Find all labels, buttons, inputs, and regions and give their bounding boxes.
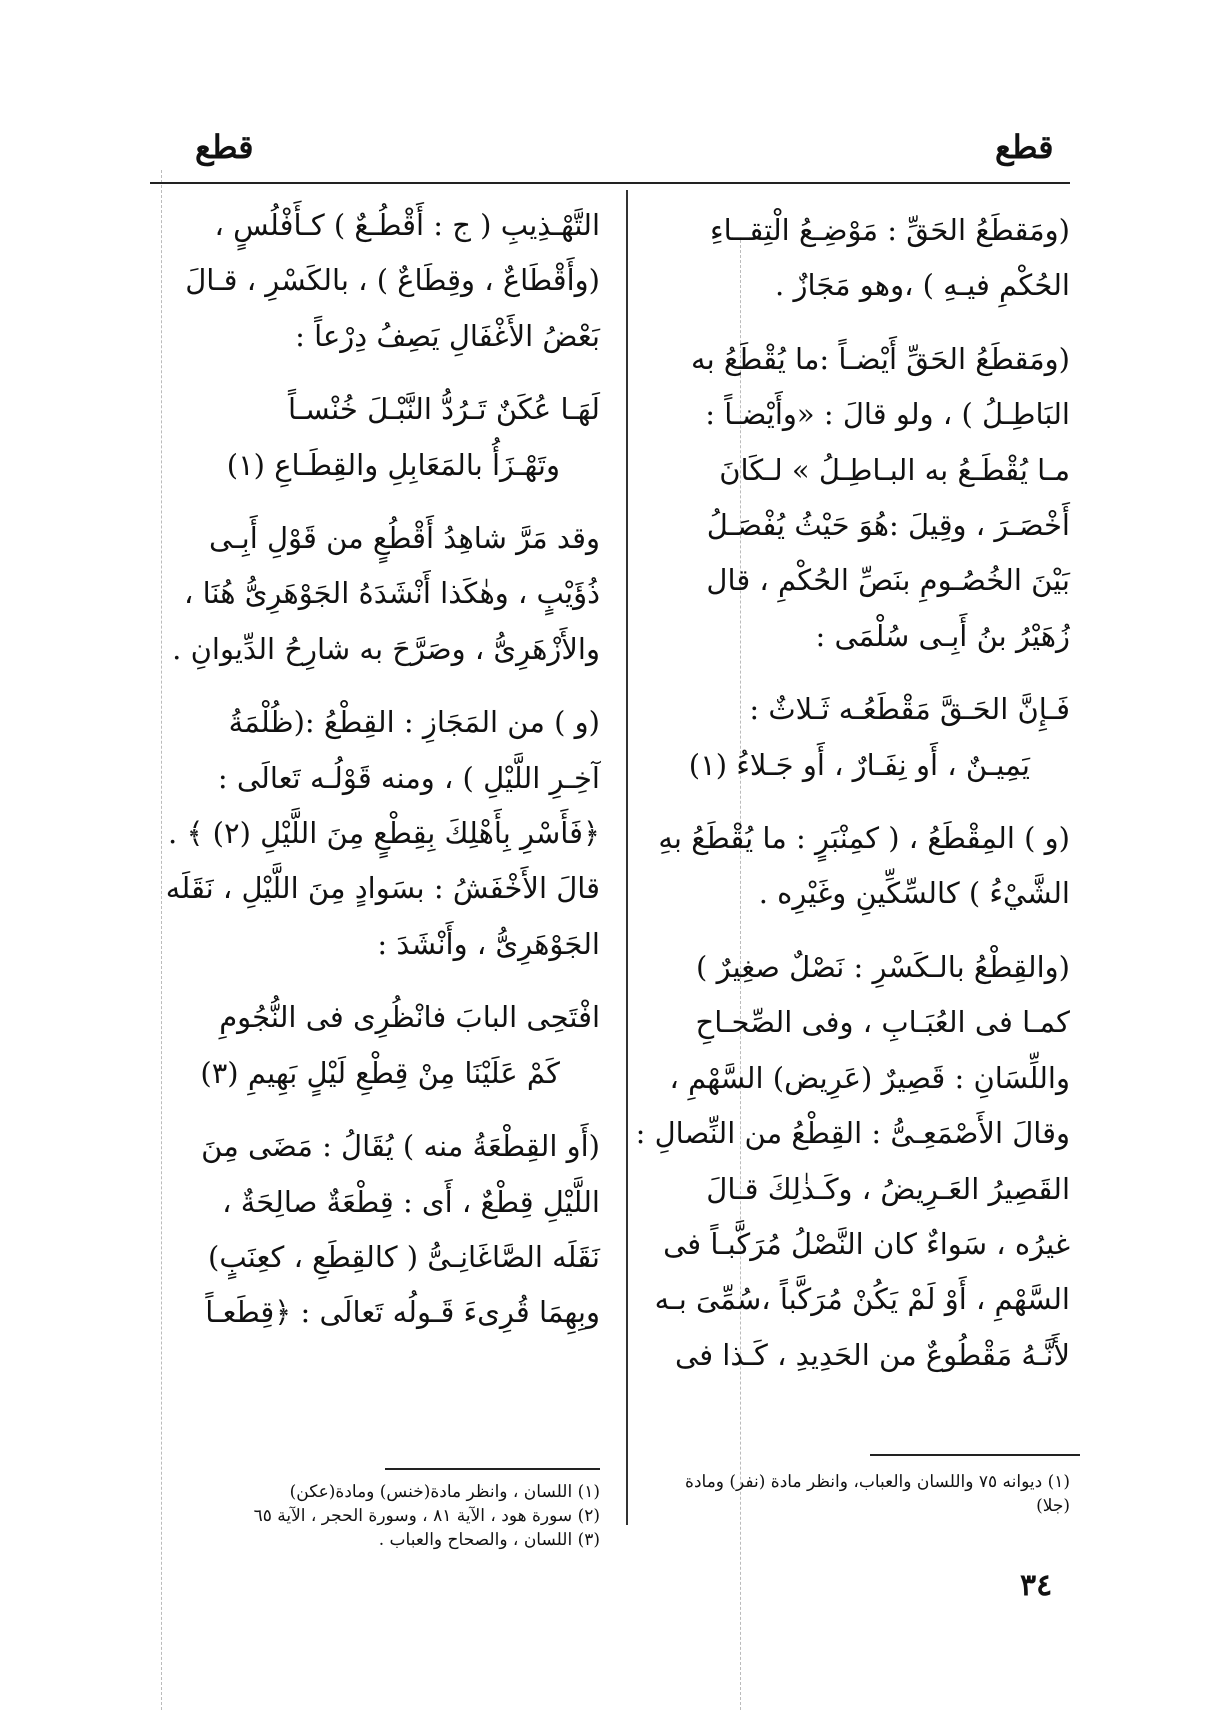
text-line: الحُكْمِ فيـهِ ) ،وهو مَجَازٌ . (775, 268, 1070, 303)
text-line: كمـا فى العُبَـابِ ، وفى الصِّحـاحِ (695, 1005, 1070, 1040)
text-line: بَعْضُ الأَغْفَالِ يَصِفُ دِرْعاً : (295, 318, 600, 353)
text-line: ذُؤَيْبٍ ، وهٰكَذا أَنْشَدَهُ الجَوْهَرِىُّ هُنَا ، (184, 576, 600, 611)
verse-line: افْتَحِى البابَ فانْظُرِى فى النُّجُومِ (219, 1000, 600, 1035)
footnote-rule (385, 1468, 600, 1470)
text-line: البَاطِـلُ ) ، ولو قالَ : «وأَيْضـاً : (705, 397, 1070, 432)
right-column (630, 203, 1070, 1383)
footnotes-left (150, 1480, 600, 1552)
text-line: ﴿فَأَسْرِ بِأَهْلِكَ بِقِطْعٍ مِنَ اللَّيْلِ (٢) ﴾ . (168, 816, 600, 851)
text-line: آخِـرِ اللَّيْلِ ) ، ومنه قَوْلُـه تَعالَى : (217, 760, 600, 795)
text-line: (و ) المِقْطَعُ ، ( كمِنْبَرٍ : ما يُقْطَعُ بهِ (658, 821, 1070, 856)
footnote: (١) اللسان ، وانظر مادة(خنس) ومادة(عكن) (289, 1482, 600, 1502)
text-line: وقالَ الأَصْمَعِـىُّ : القِطْعُ من النِّصالِ : (635, 1116, 1070, 1151)
running-header-left: قطع (195, 128, 254, 166)
text-line: الجَوْهَرِىُّ ، وأَنْشَدَ : (377, 926, 600, 961)
text-line: (ومَقطَعُ الحَقِّ : مَوْضِـعُ الْتِقــاءِ (709, 213, 1070, 247)
text-line: القَصِيرُ العَـرِيضُ ، وكَـذٰلِكَ قـالَ (706, 1171, 1070, 1206)
footnote: (٢) سورة هود ، الآية ٨١ ، وسورة الحجر ، الآية ٦٥ (253, 1506, 600, 1526)
text-line: مـا يُقْطَـعُ به البـاطِـلُ » لـكَانَ (719, 452, 1070, 487)
text-line: زُهَيْرُ بنُ أَبِـى سُلْمَى : (815, 618, 1070, 653)
text-line: بَيْنَ الخُصُـومِ بنَصِّ الحُكْمِ ، قال (706, 563, 1070, 598)
left-column (150, 198, 600, 1341)
verse-line: لَهَـا عُكَنٌ تَـرُدُّ النَّبْـلَ خُنْسـاً (287, 392, 600, 427)
text-line: قالَ الأَخْفَشُ : بسَوادٍ مِنَ اللَّيْلِ ، نَقَلَه (165, 871, 600, 906)
text-line: (والقِطْعُ بالـكَسْرِ : نَصْلٌ صغِيرٌ ) (696, 949, 1070, 984)
text-line: (وأَقْطَاعٌ ، وقِطَاعٌ ) ، بالكَسْرِ ، قـالَ (185, 263, 600, 298)
verse-line: وتَهْـزَأُ بالمَعَابِلِ والقِطَـاعِ (١) (226, 447, 560, 482)
text-line: وقد مَرَّ شاهِدُ أَقْطُعٍ من قَوْلِ أَبِـى (208, 521, 600, 556)
text-line: (أَو القِطْعَةُ منه ) يُقَالُ : مَضَى مِنَ (201, 1129, 600, 1164)
text-line: أَخْصَـرَ ، وقِيلَ :هُوَ حَيْثُ يُفْصَـلُ (706, 508, 1070, 543)
verse-line: فَـإِنَّ الحَـقَّ مَقْطَعُـه ثَـلاثٌ : (749, 692, 1070, 727)
footnotes-right (660, 1470, 1070, 1518)
verse-line: يَمِيـنٌ ، أَو نِفَـارٌ ، أَو جَـلاءُ (١) (688, 747, 1030, 782)
verse-line: كَمْ عَلَيْنَا مِنْ قِطْعِ لَيْلٍ بَهِيمِ (٣) (200, 1055, 560, 1090)
footnote-rule (870, 1454, 1080, 1456)
text-line: الشَّيْءُ ) كالسِّكِّينِ وغَيْرِه . (758, 876, 1070, 911)
footnote: (جلا) (1036, 1496, 1070, 1516)
text-line: (ومَقطَعُ الحَقِّ أَيْضـاً :ما يُقْطَعُ به (691, 341, 1070, 376)
header-rule (150, 182, 1070, 184)
text-line: نَقَلَه الصَّاغَانِـىُّ ( كالقِطَعِ ، كعِنَبٍ) (208, 1239, 600, 1274)
text-line: والأَزْهَرِىُّ ، وصَرَّحَ به شارِحُ الدِّيوانِ . (172, 631, 600, 666)
text-line: لأَنَّـهُ مَقْطُوعٌ من الحَدِيدِ ، كَـذا فى (675, 1337, 1070, 1372)
text-line: (و ) من المَجَازِ : القِطْعُ :(ظُلْمَةُ (228, 705, 600, 740)
text-line: وبِهِمَا قُرِىءَ قَـولُه تَعالَى : ﴿قِطَعـاً (205, 1295, 600, 1330)
text-line: التَّهْـذِيبِ ( ج : أَقْطُـعٌ ) كـأَفْلُسٍ ، (214, 208, 600, 242)
text-line: السَّهْمِ ، أَوْ لَمْ يَكُنْ مُرَكَّباً ،سُمِّىَ بـه (654, 1282, 1070, 1317)
text-line: واللِّسَانِ : قَصِيرٌ (عَرِيض) السَّهْمِ ، (669, 1060, 1070, 1095)
running-header-right: قطع (995, 128, 1054, 166)
column-divider (626, 190, 628, 1525)
page-number: ٣٤ (1020, 1568, 1053, 1603)
footnote: (١) ديوانه ٧٥ واللسان والعباب، وانظر مادة (نفر) ومادة (685, 1472, 1070, 1492)
text-line: غيرُه ، سَواءٌ كان النَّصْلُ مُرَكَّبـاً فى (663, 1226, 1070, 1261)
text-line: اللَّيْلِ قِطْعٌ ، أَى : قِطْعَةٌ صالِحَةٌ ، (222, 1184, 600, 1219)
footnote: (٣) اللسان ، والصحاح والعباب . (378, 1530, 600, 1550)
